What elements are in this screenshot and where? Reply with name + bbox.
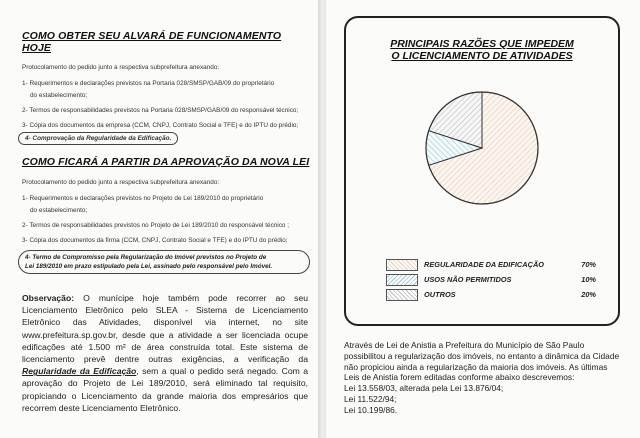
list-item: 3- Cópia dos documentos da firma (CCM, CNPJ, Contrato Social e TFE) e do IPTU do prédio; bbox=[22, 237, 288, 244]
legend-value: 20% bbox=[581, 290, 596, 299]
item-text: 1- Requerimentos e declarações previstos no Projeto de Lei 189/2010 do proprietário bbox=[22, 195, 264, 202]
legend-swatch-usos bbox=[386, 274, 418, 286]
intro-text: Protocolamento do pedido junto a respectiva subprefeitura anexando: bbox=[22, 179, 220, 186]
legend-swatch-outros bbox=[386, 289, 418, 301]
law-item: Lei 11.522/94; bbox=[344, 393, 397, 404]
section-current bbox=[22, 30, 310, 143]
item-text: 4- Termo de Compromisso pela Regularização do Imóvel previstos no Projeto de bbox=[25, 254, 267, 261]
list-item bbox=[22, 135, 310, 143]
section-title-new-law: COMO FICARÁ A PARTIR DA APROVAÇÃO DA NOVA LEI bbox=[22, 156, 310, 168]
legend-swatch-regularidade bbox=[386, 259, 418, 271]
legend-value: 10% bbox=[581, 275, 596, 284]
list-item bbox=[22, 80, 310, 100]
section-title-current: COMO OBTER SEU ALVARÁ DE FUNCIONAMENTO HOJE bbox=[22, 30, 282, 54]
amnesty-text bbox=[344, 340, 620, 416]
list-item: 2- Termos de responsabilidades previstos na Portaria 028/SMSP/GAB/09 do responsável técnico; bbox=[22, 107, 299, 114]
list-item bbox=[22, 195, 310, 215]
observation-label: Observação: bbox=[22, 293, 75, 303]
highlighted-requirement: 4- Comprovação da Regularidade da Edificação. bbox=[18, 132, 178, 145]
highlighted-requirement bbox=[18, 250, 310, 274]
chart-title-line-1: PRINCIPAIS RAZÕES QUE IMPEDEM bbox=[390, 38, 574, 50]
observation-text-1: O munícipe hoje também pode recorrer ao seu Licenciamento Eletrônico pelo SLEA - Sistema de Licenciamento Eletrônico das Atividades, disponível via internet, no site www.prefeitura.sp.gov.br, desde que a atividade a ser licenciada ocupe edificações até 1.500 m² de área construída total. Este sistema de licenciamento prevê dentre outras exigências, a verificação da bbox=[22, 293, 308, 365]
legend-item bbox=[386, 258, 596, 273]
item-text-cont: do estabelecimento; bbox=[30, 207, 88, 214]
list-item: 2- Termos de responsabilidades previstos no Projeto de Lei 189/2010 do responsável técnico ; bbox=[22, 222, 290, 229]
observation-paragraph bbox=[22, 292, 308, 414]
law-item: Lei 10.199/86. bbox=[344, 404, 398, 415]
chart-box bbox=[344, 16, 620, 326]
list-item: 3- Cópia dos documentos da empresa (CCM, CNPJ, Contrato Social e TFE) e do IPTU do prédio; bbox=[22, 122, 299, 129]
item-text: 1- Requerimentos e declarações previstos na Portaria 028/SMSP/GAB/09 do proprietário bbox=[22, 80, 275, 87]
legend-label: USOS NÃO PERMITIDOS bbox=[424, 275, 512, 284]
section-new-law bbox=[22, 156, 310, 274]
item-text-cont: do estabelecimento; bbox=[30, 92, 88, 99]
legend-item bbox=[386, 288, 596, 303]
observation-highlight: Regularidade da Edificação bbox=[22, 366, 137, 377]
item-text-cont: Lei 189/2010 em prazo estipulado pela Lei, assinado pelo responsável pelo Imóvel. bbox=[25, 263, 273, 270]
legend-value: 70% bbox=[581, 260, 596, 269]
law-item: Lei 13.558/03, alterada pela Lei 13.876/04; bbox=[344, 383, 504, 394]
legend-item bbox=[386, 273, 596, 288]
intro-text: Protocolamento do pedido junto a respectiva subprefeitura anexando: bbox=[22, 64, 220, 71]
chart-legend bbox=[386, 258, 596, 303]
chart-title bbox=[346, 38, 618, 62]
observation-text-2: , sem a qual o pedido será negado. Com a aprovação do Projeto de Lei 189/2010, será eliminado tal requisito, propiciando o Licenciamento da grande maioria dos empresários que recorrem deste Licenciamento Eletrônico. bbox=[22, 366, 308, 413]
legend-label: OUTROS bbox=[424, 290, 456, 299]
amnesty-paragraph: Através de Lei de Anistia a Prefeitura do Município de São Paulo possibilitou a regularização dos imóveis, no entanto a dinâmica da Cidade não propiciou ainda a regularização da maioria dos imóveis. As últimas Leis de Anistia forem editadas conforme abaixo descrevemos: bbox=[344, 340, 620, 383]
pie-chart bbox=[422, 88, 542, 208]
legend-label: REGULARIDADE DA EDIFICAÇÃO bbox=[424, 260, 545, 269]
chart-title-line-2: O LICENCIAMENTO DE ATIVIDADES bbox=[391, 50, 573, 62]
